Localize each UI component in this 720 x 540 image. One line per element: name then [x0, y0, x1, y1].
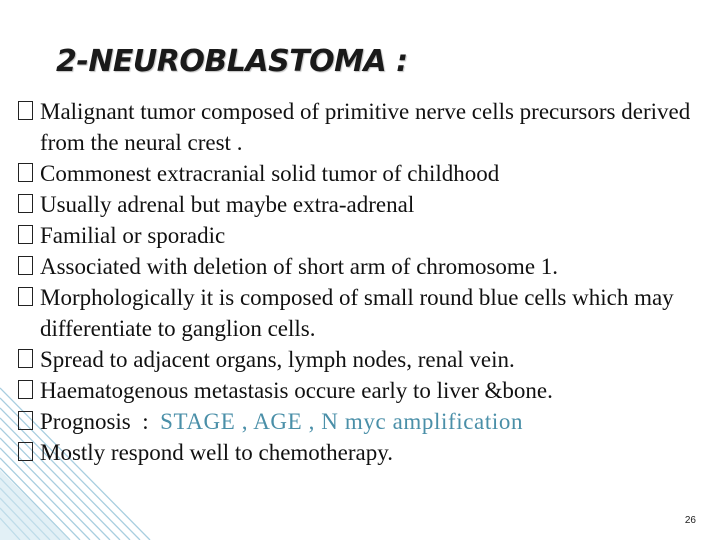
bullet-text: Familial or sporadic [40, 223, 226, 248]
bullet-box-icon [18, 163, 33, 182]
prognosis-label: Prognosis : [40, 409, 161, 434]
prognosis-factors: STAGE , AGE , N myc amplification [160, 409, 524, 434]
bullet-box-icon [18, 380, 33, 399]
bullet-box-icon [18, 225, 33, 244]
bullet-text: Morphologically it is composed of small round blue cells which may differentiate to ganglion cells. [40, 285, 674, 341]
bullet-text: Usually adrenal but maybe extra-adrenal [40, 192, 415, 217]
bullet-box-icon [18, 411, 33, 430]
list-item [18, 406, 708, 437]
bullet-text: Haematogenous metastasis occure early to liver &bone. [40, 378, 553, 403]
bullet-text: Associated with deletion of short arm of chromosome 1. [40, 254, 559, 279]
page-title: 2-NEUROBLASTOMA : [56, 44, 408, 79]
bullet-text [40, 406, 708, 437]
list-item [18, 282, 708, 344]
list-item [18, 158, 708, 189]
bullet-list [18, 96, 708, 468]
bullet-box-icon [18, 256, 33, 275]
list-item [18, 189, 708, 220]
list-item [18, 437, 708, 468]
list-item [18, 220, 708, 251]
list-item [18, 96, 708, 158]
bullet-text: Commonest extracranial solid tumor of childhood [40, 161, 500, 186]
bullet-box-icon [18, 194, 33, 213]
bullet-box-icon [18, 349, 33, 368]
list-item [18, 344, 708, 375]
page-number: 26 [684, 515, 696, 526]
bullet-text: Spread to adjacent organs, lymph nodes, renal vein. [40, 347, 515, 372]
bullet-box-icon [18, 101, 33, 120]
bullet-box-icon [18, 287, 33, 306]
list-item [18, 251, 708, 282]
bullet-text: Malignant tumor composed of primitive nerve cells precursors derived from the neural crest . [40, 99, 691, 155]
list-item [18, 375, 708, 406]
bullet-box-icon [18, 442, 33, 461]
bullet-text: Mostly respond well to chemotherapy. [40, 440, 394, 465]
